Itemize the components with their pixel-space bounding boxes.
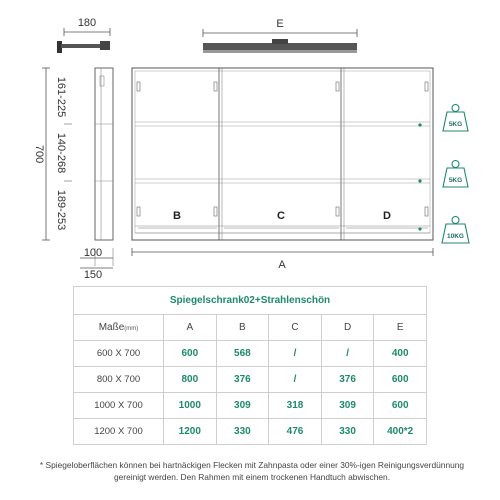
weight-icon-10kg-bottom: [442, 217, 469, 244]
side-depth-inner-label: 100: [83, 247, 103, 259]
table-cell: 309: [321, 393, 374, 419]
table-cell: 400*2: [374, 419, 427, 445]
table-cell: 800: [164, 367, 217, 393]
side-cabinet-outline: [95, 68, 113, 240]
table-cell: 476: [269, 419, 322, 445]
table-cell: /: [321, 341, 374, 367]
table-cell: /: [269, 341, 322, 367]
table-header-row: [74, 315, 427, 341]
column-header: A: [164, 315, 217, 341]
spec-table: [73, 286, 427, 445]
side-depth-outer-label: 150: [83, 269, 103, 280]
row-label: 1000 X 700: [74, 393, 164, 419]
table-header-label: [74, 315, 164, 341]
column-header: E: [374, 315, 427, 341]
weight-icon-5kg-top: [443, 105, 468, 132]
table-cell: 1000: [164, 393, 217, 419]
door-label-c: C: [277, 210, 285, 222]
table-row: [74, 341, 427, 367]
table-title-row: [74, 287, 427, 315]
door-label-b: B: [173, 210, 181, 222]
front-view: [132, 18, 433, 271]
table-cell: 330: [321, 419, 374, 445]
row-label: 1200 X 700: [74, 419, 164, 445]
table-cell: /: [269, 367, 322, 393]
header-unit-text: (mm): [124, 326, 139, 332]
shelf-spacing-top-label: 161-225: [55, 76, 67, 118]
table-cell: 376: [216, 367, 269, 393]
lamp-bar-icon: [203, 39, 357, 53]
side-view: [33, 17, 113, 280]
shelf-spacing-middle-label: 140-268: [55, 132, 67, 174]
table-row: [74, 419, 427, 445]
table-cell: 318: [269, 393, 322, 419]
door-label-d: D: [383, 210, 391, 222]
table-cell: 330: [216, 419, 269, 445]
table-cell: 376: [321, 367, 374, 393]
weight-label-5kg-middle: 5KG: [448, 177, 463, 184]
table-cell: 600: [374, 367, 427, 393]
table-cell: 400: [374, 341, 427, 367]
shelf-weight-markers: [418, 123, 421, 230]
table-cell: 600: [374, 393, 427, 419]
shelf-spacing-bottom-label: 189-253: [55, 189, 67, 231]
height-total-label: 700: [33, 144, 45, 164]
table-cell: 1200: [164, 419, 217, 445]
side-depth-top-label: 180: [77, 17, 97, 29]
table-cell: 309: [216, 393, 269, 419]
weight-label-5kg-top: 5KG: [448, 121, 463, 128]
column-header: C: [269, 315, 322, 341]
hinge-icons: [137, 82, 428, 216]
side-lamp-icon: [57, 41, 110, 53]
table-row: [74, 393, 427, 419]
row-label: 800 X 700: [74, 367, 164, 393]
header-label-text: Maße: [98, 322, 125, 333]
table-row: [74, 367, 427, 393]
weight-icon-5kg-middle: [443, 161, 468, 188]
row-label: 600 X 700: [74, 341, 164, 367]
table-cell: 568: [216, 341, 269, 367]
light-width-label: E: [276, 18, 284, 30]
footnote: * Spiegeloberflächen können bei hartnäckigen Flecken mit Zahnpasta oder einer 30%-igen Reinigungsverdünnung gereinigt werden. Den Rahmen mit einem trockenen Handtuch abwischen.: [39, 460, 465, 482]
weight-label-10kg-bottom: 10KG: [447, 233, 464, 240]
table-cell: 600: [164, 341, 217, 367]
column-header: B: [216, 315, 269, 341]
cabinet-width-label: A: [278, 259, 286, 271]
table-title: Spiegelschrank02+Strahlenschön: [74, 287, 427, 315]
column-header: D: [321, 315, 374, 341]
